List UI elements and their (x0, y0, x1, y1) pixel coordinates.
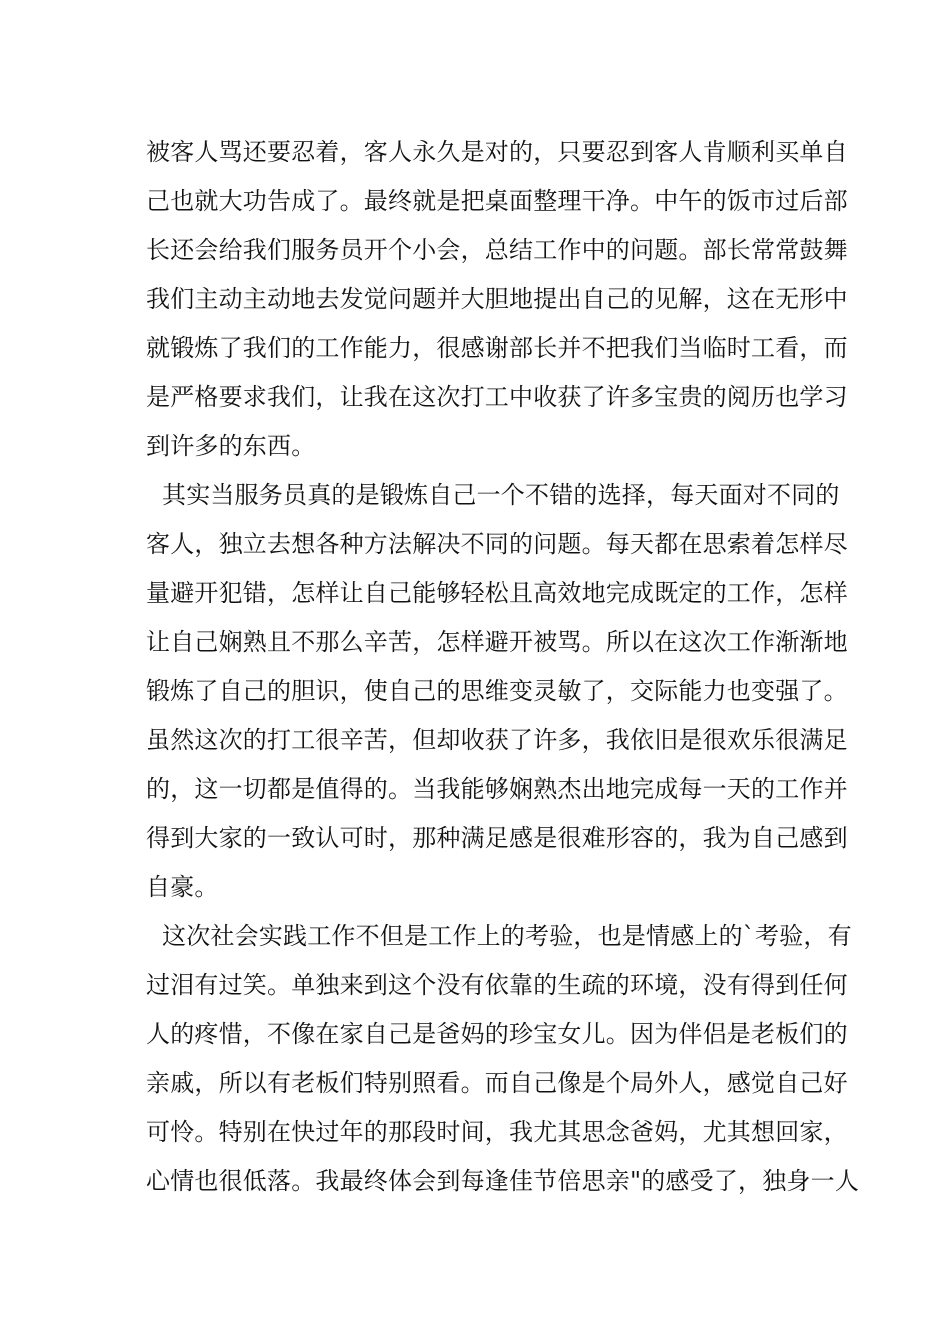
text-line: 到许多的东西。 (146, 432, 316, 460)
text-line: 我们主动主动地去发觉问题并大胆地提出自己的见解，这在无形中 (146, 285, 848, 313)
text-line: 心情也很低落。我最终体会到每逢佳节倍思亲"的感受了，独身一人 (146, 1167, 860, 1195)
text-line: 是严格要求我们，让我在这次打工中收获了许多宝贵的阅历也学习 (146, 383, 848, 411)
text-line: 人的疼惜，不像在家自己是爸妈的珍宝女儿。因为伴侣是老板们的 (146, 1020, 848, 1048)
text-line: 虽然这次的打工很辛苦，但却收获了许多，我依旧是很欢乐很满足 (146, 726, 848, 754)
paragraph-first-line: 其实当服务员真的是锻炼自己一个不错的选择，每天面对不同的 (162, 481, 840, 509)
text-line: 就锻炼了我们的工作能力，很感谢部长并不把我们当临时工看，而 (146, 334, 848, 362)
text-line: 客人，独立去想各种方法解决不同的问题。每天都在思索着怎样尽 (146, 530, 848, 558)
text-line: 量避开犯错，怎样让自己能够轻松且高效地完成既定的工作，怎样 (146, 579, 848, 607)
text-line: 的，这一切都是值得的。当我能够娴熟杰出地完成每一天的工作并 (146, 775, 848, 803)
text-line: 己也就大功告成了。最终就是把桌面整理干净。中午的饭市过后部 (146, 187, 848, 215)
text-line: 过泪有过笑。单独来到这个没有依靠的生疏的环境，没有得到任何 (146, 971, 848, 999)
text-line: 亲戚，所以有老板们特别照看。而自己像是个局外人，感觉自己好 (146, 1069, 848, 1097)
text-line: 得到大家的一致认可时，那种满足感是很难形容的，我为自己感到 (146, 824, 848, 852)
paragraph-first-line: 这次社会实践工作不但是工作上的考验，也是情感上的`考验，有 (162, 922, 852, 950)
text-line: 自豪。 (146, 873, 219, 901)
text-line: 被客人骂还要忍着，客人永久是对的，只要忍到客人肯顺利买单自 (146, 138, 848, 166)
text-line: 锻炼了自己的胆识，使自己的思维变灵敏了，交际能力也变强了。 (146, 677, 848, 705)
text-line: 长还会给我们服务员开个小会，总结工作中的问题。部长常常鼓舞 (146, 236, 848, 264)
text-line: 可怜。特别在快过年的那段时间，我尤其思念爸妈，尤其想回家， (146, 1118, 848, 1146)
text-line: 让自己娴熟且不那么辛苦，怎样避开被骂。所以在这次工作渐渐地 (146, 628, 848, 656)
